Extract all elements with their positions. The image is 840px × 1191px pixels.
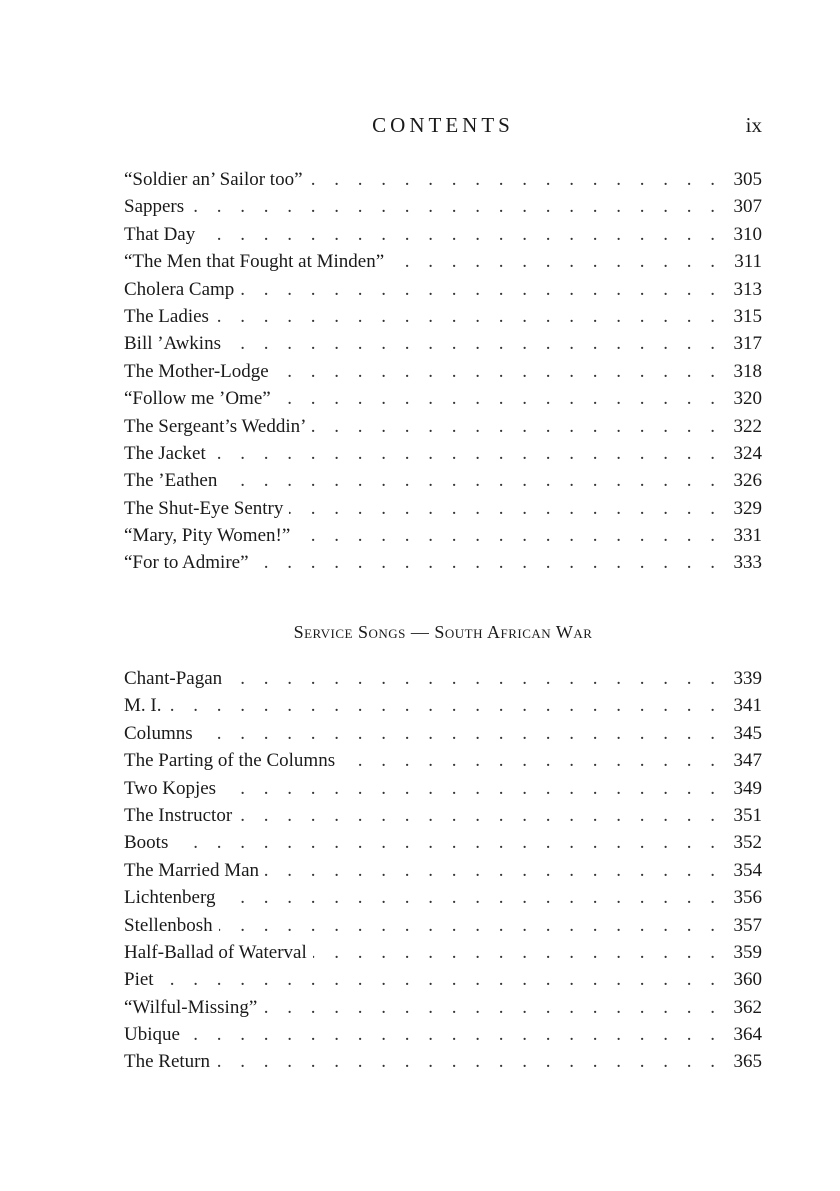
toc-entry bbox=[124, 939, 762, 966]
toc-entry-title: The Parting of the Columns bbox=[124, 750, 336, 772]
toc-entry bbox=[124, 248, 762, 275]
toc-entry-title: Sappers bbox=[124, 196, 185, 218]
leader-dots bbox=[167, 692, 722, 719]
toc-entry-page: 310 bbox=[733, 223, 762, 245]
toc-entry-title: The Return bbox=[124, 1051, 211, 1073]
toc-entry bbox=[124, 829, 762, 856]
toc-entry-title: Lichtenberg bbox=[124, 887, 216, 909]
toc-entry-title: Chant-Pagan bbox=[124, 668, 223, 689]
leader-dots bbox=[190, 193, 722, 220]
toc-entry-title: The Married Man bbox=[124, 859, 260, 881]
toc-entry bbox=[124, 358, 762, 385]
leader-dots bbox=[201, 221, 722, 248]
section-heading: Service Songs — South African War bbox=[293, 622, 593, 642]
toc-entry-title: Stellenbosh bbox=[124, 914, 213, 936]
toc-entry-title: The ’Eathen bbox=[124, 470, 218, 492]
leader-dots bbox=[219, 912, 722, 939]
toc-entry bbox=[124, 884, 762, 911]
toc-entry-title: “Wilful-Missing” bbox=[124, 996, 258, 1018]
toc-entry-title: Cholera Camp bbox=[124, 278, 235, 300]
leader-dots bbox=[275, 358, 722, 385]
leader-dots bbox=[174, 829, 722, 856]
leader-dots bbox=[199, 720, 722, 747]
toc-entry bbox=[124, 747, 762, 774]
leader-dots bbox=[341, 747, 722, 774]
toc-entry-page: 354 bbox=[733, 859, 762, 881]
toc-entry bbox=[124, 193, 762, 220]
leader-dots bbox=[240, 276, 722, 303]
toc-entry bbox=[124, 1021, 762, 1048]
leader-dots bbox=[312, 413, 722, 440]
toc-entry bbox=[124, 467, 762, 494]
toc-entry-page: 365 bbox=[733, 1051, 762, 1073]
leader-dots bbox=[296, 522, 722, 549]
leader-dots bbox=[221, 884, 722, 911]
leader-dots bbox=[238, 802, 722, 829]
toc-entry-title: Piet bbox=[124, 969, 154, 991]
toc-entry bbox=[124, 413, 762, 440]
toc-entry-title: Bill ’Awkins bbox=[124, 333, 221, 355]
leader-dots bbox=[228, 665, 722, 692]
toc-entry-title: Columns bbox=[124, 722, 193, 744]
toc-entry-title: “Soldier an’ Sailor too” bbox=[124, 169, 303, 190]
toc-entry bbox=[124, 221, 762, 248]
toc-entry-title: Ubique bbox=[124, 1024, 180, 1046]
toc-entry-title: The Jacket bbox=[124, 442, 206, 464]
toc-entry-title: “Mary, Pity Women!” bbox=[124, 525, 291, 547]
toc-entry-page: 322 bbox=[733, 415, 762, 437]
toc-entry bbox=[124, 665, 762, 692]
leader-dots bbox=[186, 1021, 722, 1048]
toc-entry bbox=[124, 549, 762, 576]
leader-dots bbox=[227, 330, 722, 357]
toc-entry bbox=[124, 802, 762, 829]
toc-entry-page: 351 bbox=[733, 804, 762, 826]
toc-list-bottom bbox=[124, 665, 762, 1076]
toc-entry bbox=[124, 385, 762, 412]
toc-entry-page: 307 bbox=[733, 196, 762, 218]
leader-dots bbox=[309, 166, 722, 193]
leader-dots bbox=[216, 1048, 722, 1075]
toc-entry-title: Boots bbox=[124, 832, 169, 854]
toc-entry-page: 324 bbox=[733, 442, 762, 464]
toc-list-top bbox=[124, 166, 762, 577]
toc-entry bbox=[124, 440, 762, 467]
toc-entry-title: Half-Ballad of Waterval bbox=[124, 941, 307, 963]
toc-entry bbox=[124, 775, 762, 802]
page-header bbox=[124, 113, 762, 143]
toc-entry bbox=[124, 276, 762, 303]
toc-entry-title: The Shut-Eye Sentry bbox=[124, 497, 284, 519]
toc-entry-page: 352 bbox=[733, 832, 762, 854]
toc-entry-title: That Day bbox=[124, 223, 196, 245]
toc-entry-title: The Ladies bbox=[124, 305, 209, 327]
toc-entry-page: 360 bbox=[733, 969, 762, 991]
toc-entry-page: 326 bbox=[733, 470, 762, 492]
toc-entry-title: “The Men that Fought at Minden” bbox=[124, 251, 385, 273]
page-title: CONTENTS bbox=[372, 113, 514, 137]
leader-dots bbox=[212, 440, 722, 467]
leader-dots bbox=[223, 467, 722, 494]
toc-entry bbox=[124, 303, 762, 330]
page-number: ix bbox=[745, 113, 762, 137]
toc-entry bbox=[124, 720, 762, 747]
leader-dots bbox=[277, 385, 722, 412]
leader-dots bbox=[265, 857, 722, 884]
toc-entry-page: 339 bbox=[733, 668, 762, 689]
toc-entry-page: 359 bbox=[733, 941, 762, 963]
leader-dots bbox=[160, 966, 722, 993]
toc-entry bbox=[124, 912, 762, 939]
leader-dots bbox=[255, 549, 722, 576]
leader-dots bbox=[222, 775, 722, 802]
toc-entry-page: 315 bbox=[733, 305, 762, 327]
toc-entry-title: “Follow me ’Ome” bbox=[124, 388, 271, 410]
toc-entry bbox=[124, 522, 762, 549]
toc-entry-title: The Sergeant’s Weddin’ bbox=[124, 415, 307, 437]
toc-entry-page: 313 bbox=[733, 278, 762, 300]
toc-entry bbox=[124, 692, 762, 719]
toc-entry-page: 317 bbox=[733, 333, 762, 355]
leader-dots bbox=[313, 939, 722, 966]
toc-entry-page: 331 bbox=[733, 525, 762, 547]
toc-entry-title: “For to Admire” bbox=[124, 552, 249, 574]
toc-entry-page: 329 bbox=[733, 497, 762, 519]
toc-entry bbox=[124, 166, 762, 193]
toc-entry-page: 318 bbox=[733, 360, 762, 382]
toc-entry bbox=[124, 994, 762, 1021]
toc-entry bbox=[124, 330, 762, 357]
leader-dots bbox=[263, 994, 722, 1021]
toc-entry-page: 349 bbox=[733, 777, 762, 799]
leader-dots bbox=[390, 248, 722, 275]
toc-entry-title: Two Kopjes bbox=[124, 777, 217, 799]
toc-entry-page: 341 bbox=[733, 695, 762, 717]
toc-entry bbox=[124, 495, 762, 522]
toc-entry-page: 364 bbox=[733, 1024, 762, 1046]
toc-entry-page: 357 bbox=[733, 914, 762, 936]
toc-entry-page: 347 bbox=[733, 750, 762, 772]
toc-entry-title: M. I. bbox=[124, 695, 162, 717]
leader-dots bbox=[289, 495, 722, 522]
toc-entry-page: 320 bbox=[733, 388, 762, 410]
toc-entry-title: The Instructor bbox=[124, 804, 233, 826]
toc-entry-page: 305 bbox=[733, 169, 762, 190]
toc-entry-page: 333 bbox=[733, 552, 762, 574]
toc-entry-page: 345 bbox=[733, 722, 762, 744]
toc-entry bbox=[124, 857, 762, 884]
toc-entry bbox=[124, 1048, 762, 1075]
toc-entry-page: 362 bbox=[733, 996, 762, 1018]
toc-entry bbox=[124, 966, 762, 993]
leader-dots bbox=[215, 303, 722, 330]
toc-entry-page: 311 bbox=[734, 251, 762, 273]
toc-entry-page: 356 bbox=[733, 887, 762, 909]
toc-entry-title: The Mother-Lodge bbox=[124, 360, 269, 382]
